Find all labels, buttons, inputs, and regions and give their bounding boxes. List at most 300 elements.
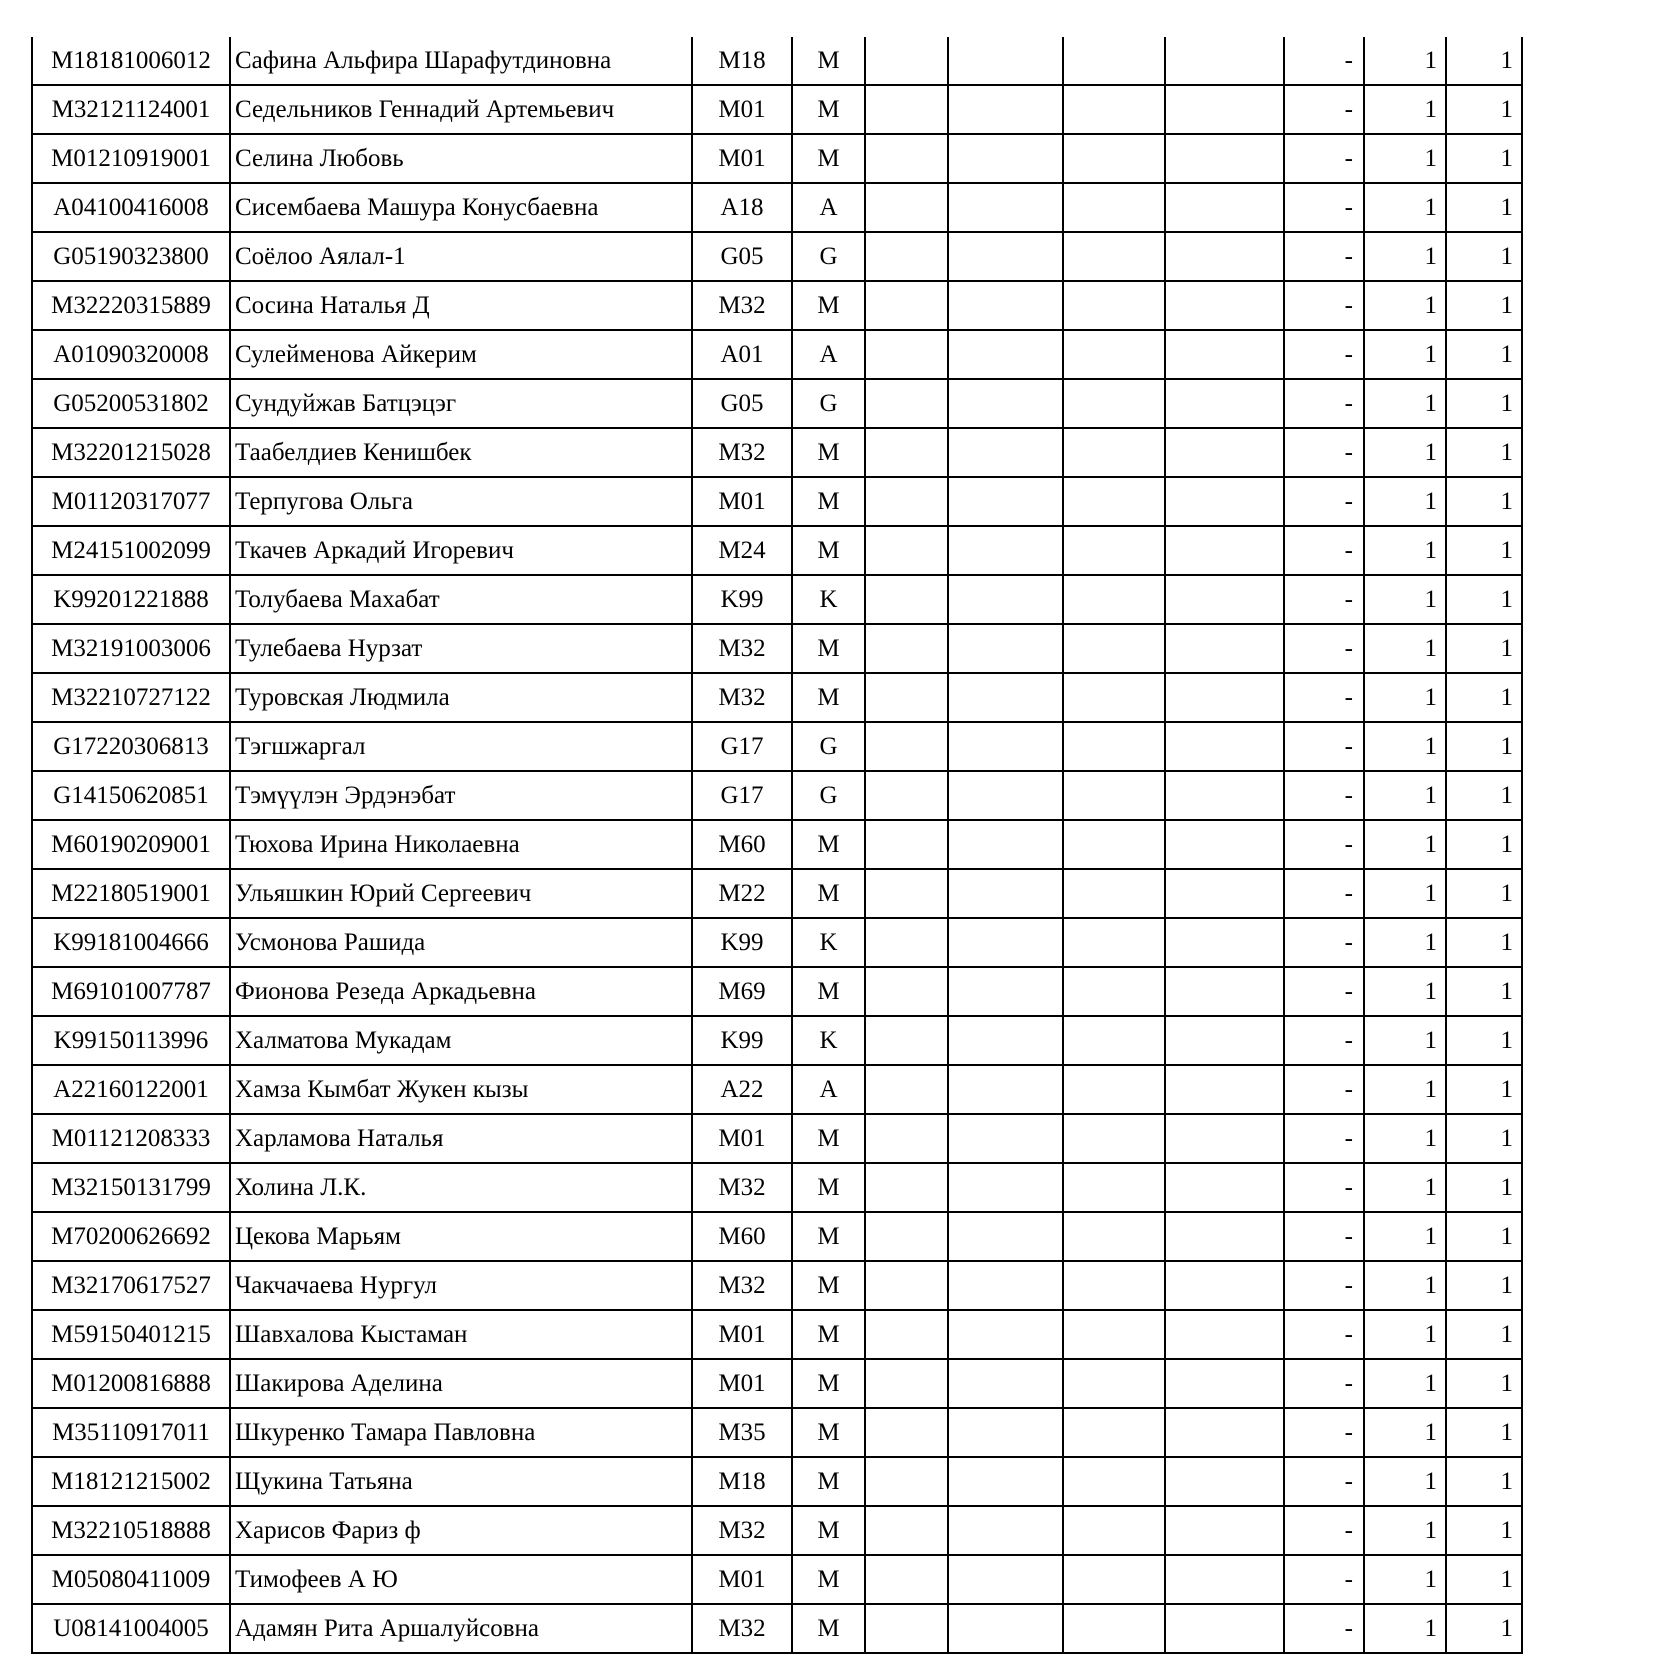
empty-cell bbox=[1063, 918, 1165, 967]
count-cell: 1 bbox=[1364, 281, 1446, 330]
group-letter-cell: M bbox=[792, 477, 865, 526]
table-row bbox=[32, 330, 1522, 379]
empty-cell bbox=[865, 575, 948, 624]
table-row bbox=[32, 1065, 1522, 1114]
group-letter-cell: M bbox=[792, 1506, 865, 1555]
empty-cell bbox=[1165, 232, 1284, 281]
participant-name-cell: Фионова Резеда Аркадьевна bbox=[230, 967, 692, 1016]
empty-cell bbox=[865, 1310, 948, 1359]
count-cell: 1 bbox=[1364, 771, 1446, 820]
empty-cell bbox=[1063, 37, 1165, 85]
empty-cell bbox=[948, 967, 1063, 1016]
participant-code-cell: M32210727122 bbox=[32, 673, 230, 722]
dash-cell: - bbox=[1284, 869, 1364, 918]
region-code-cell: M32 bbox=[692, 1163, 792, 1212]
empty-cell bbox=[865, 1555, 948, 1604]
group-letter-cell: M bbox=[792, 1310, 865, 1359]
empty-cell bbox=[1165, 1457, 1284, 1506]
group-letter-cell: A bbox=[792, 1065, 865, 1114]
total-cell: 1 bbox=[1446, 1016, 1522, 1065]
empty-cell bbox=[865, 37, 948, 85]
count-cell: 1 bbox=[1364, 232, 1446, 281]
empty-cell bbox=[948, 330, 1063, 379]
group-letter-cell: M bbox=[792, 967, 865, 1016]
empty-cell bbox=[948, 1065, 1063, 1114]
empty-cell bbox=[1063, 1163, 1165, 1212]
empty-cell bbox=[948, 1457, 1063, 1506]
count-cell: 1 bbox=[1364, 1506, 1446, 1555]
group-letter-cell: M bbox=[792, 624, 865, 673]
count-cell: 1 bbox=[1364, 134, 1446, 183]
participant-name-cell: Шавхалова Кыстаман bbox=[230, 1310, 692, 1359]
dash-cell: - bbox=[1284, 1016, 1364, 1065]
empty-cell bbox=[948, 1163, 1063, 1212]
empty-cell bbox=[948, 1212, 1063, 1261]
empty-cell bbox=[865, 379, 948, 428]
group-letter-cell: M bbox=[792, 1555, 865, 1604]
total-cell: 1 bbox=[1446, 869, 1522, 918]
table-row bbox=[32, 1457, 1522, 1506]
empty-cell bbox=[865, 85, 948, 134]
empty-cell bbox=[948, 134, 1063, 183]
table-row bbox=[32, 771, 1522, 820]
table-row bbox=[32, 1310, 1522, 1359]
group-letter-cell: M bbox=[792, 1604, 865, 1653]
empty-cell bbox=[948, 85, 1063, 134]
table-row bbox=[32, 869, 1522, 918]
participant-code-cell: M59150401215 bbox=[32, 1310, 230, 1359]
participant-name-cell: Толубаева Махабат bbox=[230, 575, 692, 624]
table-row bbox=[32, 1408, 1522, 1457]
empty-cell bbox=[1165, 428, 1284, 477]
empty-cell bbox=[865, 624, 948, 673]
table-row bbox=[32, 183, 1522, 232]
empty-cell bbox=[865, 183, 948, 232]
empty-cell bbox=[1165, 183, 1284, 232]
region-code-cell: M01 bbox=[692, 85, 792, 134]
dash-cell: - bbox=[1284, 134, 1364, 183]
table-row bbox=[32, 477, 1522, 526]
empty-cell bbox=[1063, 1457, 1165, 1506]
dash-cell: - bbox=[1284, 477, 1364, 526]
empty-cell bbox=[865, 673, 948, 722]
region-code-cell: G17 bbox=[692, 771, 792, 820]
empty-cell bbox=[865, 1359, 948, 1408]
region-code-cell: M32 bbox=[692, 281, 792, 330]
table-row bbox=[32, 134, 1522, 183]
dash-cell: - bbox=[1284, 232, 1364, 281]
count-cell: 1 bbox=[1364, 820, 1446, 869]
group-letter-cell: K bbox=[792, 575, 865, 624]
count-cell: 1 bbox=[1364, 85, 1446, 134]
participant-code-cell: G17220306813 bbox=[32, 722, 230, 771]
empty-cell bbox=[1165, 1065, 1284, 1114]
group-letter-cell: M bbox=[792, 1212, 865, 1261]
total-cell: 1 bbox=[1446, 1408, 1522, 1457]
participant-name-cell: Селина Любовь bbox=[230, 134, 692, 183]
empty-cell bbox=[1165, 967, 1284, 1016]
table-row bbox=[32, 1604, 1522, 1653]
empty-cell bbox=[1063, 85, 1165, 134]
dash-cell: - bbox=[1284, 1604, 1364, 1653]
group-letter-cell: M bbox=[792, 673, 865, 722]
total-cell: 1 bbox=[1446, 281, 1522, 330]
empty-cell bbox=[1063, 1604, 1165, 1653]
participant-name-cell: Сундуйжав Батцэцэг bbox=[230, 379, 692, 428]
participant-code-cell: M22180519001 bbox=[32, 869, 230, 918]
empty-cell bbox=[948, 183, 1063, 232]
count-cell: 1 bbox=[1364, 1555, 1446, 1604]
table-row bbox=[32, 428, 1522, 477]
region-code-cell: M01 bbox=[692, 1114, 792, 1163]
empty-cell bbox=[948, 232, 1063, 281]
participant-name-cell: Шкуренко Тамара Павловна bbox=[230, 1408, 692, 1457]
participant-code-cell: K99201221888 bbox=[32, 575, 230, 624]
table-row bbox=[32, 967, 1522, 1016]
group-letter-cell: G bbox=[792, 771, 865, 820]
total-cell: 1 bbox=[1446, 1114, 1522, 1163]
empty-cell bbox=[865, 477, 948, 526]
empty-cell bbox=[1165, 1310, 1284, 1359]
region-code-cell: K99 bbox=[692, 918, 792, 967]
count-cell: 1 bbox=[1364, 1261, 1446, 1310]
region-code-cell: M35 bbox=[692, 1408, 792, 1457]
region-code-cell: M24 bbox=[692, 526, 792, 575]
empty-cell bbox=[1165, 1212, 1284, 1261]
count-cell: 1 bbox=[1364, 624, 1446, 673]
participant-code-cell: M35110917011 bbox=[32, 1408, 230, 1457]
empty-cell bbox=[1063, 1016, 1165, 1065]
empty-cell bbox=[948, 1604, 1063, 1653]
count-cell: 1 bbox=[1364, 1065, 1446, 1114]
empty-cell bbox=[1063, 771, 1165, 820]
group-letter-cell: K bbox=[792, 1016, 865, 1065]
table-row bbox=[32, 820, 1522, 869]
region-code-cell: M32 bbox=[692, 1604, 792, 1653]
empty-cell bbox=[948, 281, 1063, 330]
participant-name-cell: Тюхова Ирина Николаевна bbox=[230, 820, 692, 869]
dash-cell: - bbox=[1284, 1310, 1364, 1359]
region-code-cell: A18 bbox=[692, 183, 792, 232]
participant-code-cell: M69101007787 bbox=[32, 967, 230, 1016]
empty-cell bbox=[1165, 624, 1284, 673]
table-row bbox=[32, 281, 1522, 330]
region-code-cell: M01 bbox=[692, 1359, 792, 1408]
region-code-cell: M32 bbox=[692, 1506, 792, 1555]
empty-cell bbox=[948, 1555, 1063, 1604]
dash-cell: - bbox=[1284, 820, 1364, 869]
count-cell: 1 bbox=[1364, 526, 1446, 575]
empty-cell bbox=[1165, 1359, 1284, 1408]
participant-name-cell: Халматова Мукадам bbox=[230, 1016, 692, 1065]
empty-cell bbox=[1063, 477, 1165, 526]
region-code-cell: M32 bbox=[692, 1261, 792, 1310]
participant-code-cell: M24151002099 bbox=[32, 526, 230, 575]
empty-cell bbox=[865, 1604, 948, 1653]
empty-cell bbox=[948, 722, 1063, 771]
empty-cell bbox=[865, 1261, 948, 1310]
count-cell: 1 bbox=[1364, 1016, 1446, 1065]
empty-cell bbox=[1063, 624, 1165, 673]
empty-cell bbox=[1063, 1065, 1165, 1114]
empty-cell bbox=[1165, 869, 1284, 918]
region-code-cell: M22 bbox=[692, 869, 792, 918]
count-cell: 1 bbox=[1364, 330, 1446, 379]
table-row bbox=[32, 1506, 1522, 1555]
empty-cell bbox=[948, 820, 1063, 869]
total-cell: 1 bbox=[1446, 183, 1522, 232]
total-cell: 1 bbox=[1446, 37, 1522, 85]
participant-code-cell: U08141004005 bbox=[32, 1604, 230, 1653]
participant-name-cell: Адамян Рита Аршалуйсовна bbox=[230, 1604, 692, 1653]
dash-cell: - bbox=[1284, 918, 1364, 967]
empty-cell bbox=[1165, 281, 1284, 330]
dash-cell: - bbox=[1284, 1065, 1364, 1114]
participant-code-cell: M32150131799 bbox=[32, 1163, 230, 1212]
dash-cell: - bbox=[1284, 722, 1364, 771]
total-cell: 1 bbox=[1446, 1065, 1522, 1114]
region-code-cell: M01 bbox=[692, 134, 792, 183]
group-letter-cell: K bbox=[792, 918, 865, 967]
group-letter-cell: M bbox=[792, 869, 865, 918]
empty-cell bbox=[948, 1408, 1063, 1457]
count-cell: 1 bbox=[1364, 1212, 1446, 1261]
participant-code-cell: M18121215002 bbox=[32, 1457, 230, 1506]
participant-name-cell: Таабелдиев Кенишбек bbox=[230, 428, 692, 477]
empty-cell bbox=[865, 1457, 948, 1506]
region-code-cell: M18 bbox=[692, 1457, 792, 1506]
empty-cell bbox=[1165, 820, 1284, 869]
count-cell: 1 bbox=[1364, 575, 1446, 624]
total-cell: 1 bbox=[1446, 820, 1522, 869]
participant-name-cell: Соёлоо Аялал-1 bbox=[230, 232, 692, 281]
empty-cell bbox=[1165, 85, 1284, 134]
participant-code-cell: M01200816888 bbox=[32, 1359, 230, 1408]
empty-cell bbox=[865, 1065, 948, 1114]
group-letter-cell: M bbox=[792, 1408, 865, 1457]
empty-cell bbox=[948, 1310, 1063, 1359]
empty-cell bbox=[1165, 771, 1284, 820]
participant-code-cell: A04100416008 bbox=[32, 183, 230, 232]
participant-code-cell: M32191003006 bbox=[32, 624, 230, 673]
empty-cell bbox=[1063, 575, 1165, 624]
total-cell: 1 bbox=[1446, 477, 1522, 526]
count-cell: 1 bbox=[1364, 183, 1446, 232]
empty-cell bbox=[1063, 1212, 1165, 1261]
total-cell: 1 bbox=[1446, 232, 1522, 281]
dash-cell: - bbox=[1284, 37, 1364, 85]
count-cell: 1 bbox=[1364, 1114, 1446, 1163]
table-row bbox=[32, 1016, 1522, 1065]
participant-name-cell: Тэгшжаргал bbox=[230, 722, 692, 771]
empty-cell bbox=[1063, 526, 1165, 575]
total-cell: 1 bbox=[1446, 771, 1522, 820]
dash-cell: - bbox=[1284, 624, 1364, 673]
count-cell: 1 bbox=[1364, 477, 1446, 526]
dash-cell: - bbox=[1284, 1359, 1364, 1408]
table-row bbox=[32, 1212, 1522, 1261]
empty-cell bbox=[1063, 1310, 1165, 1359]
total-cell: 1 bbox=[1446, 1359, 1522, 1408]
empty-cell bbox=[1165, 1506, 1284, 1555]
participant-code-cell: G05190323800 bbox=[32, 232, 230, 281]
group-letter-cell: G bbox=[792, 232, 865, 281]
group-letter-cell: A bbox=[792, 183, 865, 232]
total-cell: 1 bbox=[1446, 967, 1522, 1016]
empty-cell bbox=[948, 771, 1063, 820]
group-letter-cell: M bbox=[792, 820, 865, 869]
empty-cell bbox=[865, 232, 948, 281]
dash-cell: - bbox=[1284, 1408, 1364, 1457]
participant-name-cell: Усмонова Рашида bbox=[230, 918, 692, 967]
empty-cell bbox=[865, 526, 948, 575]
empty-cell bbox=[1165, 1604, 1284, 1653]
empty-cell bbox=[1165, 1163, 1284, 1212]
group-letter-cell: M bbox=[792, 134, 865, 183]
region-code-cell: M32 bbox=[692, 428, 792, 477]
count-cell: 1 bbox=[1364, 379, 1446, 428]
empty-cell bbox=[1165, 575, 1284, 624]
participant-name-cell: Чакчачаева Нургул bbox=[230, 1261, 692, 1310]
region-code-cell: A22 bbox=[692, 1065, 792, 1114]
empty-cell bbox=[1063, 379, 1165, 428]
count-cell: 1 bbox=[1364, 722, 1446, 771]
count-cell: 1 bbox=[1364, 1310, 1446, 1359]
empty-cell bbox=[1165, 1408, 1284, 1457]
table-row bbox=[32, 673, 1522, 722]
count-cell: 1 bbox=[1364, 1408, 1446, 1457]
participant-name-cell: Терпугова Ольга bbox=[230, 477, 692, 526]
group-letter-cell: M bbox=[792, 85, 865, 134]
table-row bbox=[32, 1163, 1522, 1212]
table-body bbox=[32, 37, 1522, 1653]
total-cell: 1 bbox=[1446, 1457, 1522, 1506]
participant-code-cell: G14150620851 bbox=[32, 771, 230, 820]
region-code-cell: M32 bbox=[692, 624, 792, 673]
total-cell: 1 bbox=[1446, 1604, 1522, 1653]
empty-cell bbox=[865, 134, 948, 183]
total-cell: 1 bbox=[1446, 379, 1522, 428]
total-cell: 1 bbox=[1446, 575, 1522, 624]
table-row bbox=[32, 526, 1522, 575]
empty-cell bbox=[1165, 526, 1284, 575]
empty-cell bbox=[1165, 1114, 1284, 1163]
total-cell: 1 bbox=[1446, 330, 1522, 379]
empty-cell bbox=[948, 379, 1063, 428]
empty-cell bbox=[948, 1114, 1063, 1163]
table-row bbox=[32, 575, 1522, 624]
table-row bbox=[32, 722, 1522, 771]
region-code-cell: G17 bbox=[692, 722, 792, 771]
dash-cell: - bbox=[1284, 526, 1364, 575]
table-row bbox=[32, 1359, 1522, 1408]
region-code-cell: K99 bbox=[692, 1016, 792, 1065]
dash-cell: - bbox=[1284, 428, 1364, 477]
empty-cell bbox=[1165, 673, 1284, 722]
participant-code-cell: M01120317077 bbox=[32, 477, 230, 526]
count-cell: 1 bbox=[1364, 673, 1446, 722]
empty-cell bbox=[1063, 183, 1165, 232]
table-row bbox=[32, 918, 1522, 967]
dash-cell: - bbox=[1284, 330, 1364, 379]
empty-cell bbox=[1165, 1261, 1284, 1310]
region-code-cell: G05 bbox=[692, 379, 792, 428]
participant-code-cell: K99150113996 bbox=[32, 1016, 230, 1065]
region-code-cell: G05 bbox=[692, 232, 792, 281]
empty-cell bbox=[948, 477, 1063, 526]
total-cell: 1 bbox=[1446, 526, 1522, 575]
empty-cell bbox=[948, 918, 1063, 967]
participant-code-cell: M32210518888 bbox=[32, 1506, 230, 1555]
participant-code-cell: M01210919001 bbox=[32, 134, 230, 183]
empty-cell bbox=[1165, 37, 1284, 85]
dash-cell: - bbox=[1284, 575, 1364, 624]
table-row bbox=[32, 1114, 1522, 1163]
table-row bbox=[32, 37, 1522, 85]
participant-code-cell: M60190209001 bbox=[32, 820, 230, 869]
empty-cell bbox=[1063, 1114, 1165, 1163]
total-cell: 1 bbox=[1446, 624, 1522, 673]
region-code-cell: M01 bbox=[692, 1555, 792, 1604]
dash-cell: - bbox=[1284, 1114, 1364, 1163]
dash-cell: - bbox=[1284, 1261, 1364, 1310]
group-letter-cell: M bbox=[792, 526, 865, 575]
count-cell: 1 bbox=[1364, 1604, 1446, 1653]
participant-code-cell: M32121124001 bbox=[32, 85, 230, 134]
participant-code-cell: M70200626692 bbox=[32, 1212, 230, 1261]
total-cell: 1 bbox=[1446, 1555, 1522, 1604]
table-row bbox=[32, 85, 1522, 134]
empty-cell bbox=[948, 1261, 1063, 1310]
participant-name-cell: Шакирова Аделина bbox=[230, 1359, 692, 1408]
participant-code-cell: M18181006012 bbox=[32, 37, 230, 85]
empty-cell bbox=[1165, 379, 1284, 428]
empty-cell bbox=[865, 281, 948, 330]
empty-cell bbox=[1063, 330, 1165, 379]
group-letter-cell: M bbox=[792, 428, 865, 477]
empty-cell bbox=[1063, 281, 1165, 330]
empty-cell bbox=[948, 428, 1063, 477]
total-cell: 1 bbox=[1446, 1261, 1522, 1310]
group-letter-cell: M bbox=[792, 1163, 865, 1212]
empty-cell bbox=[1063, 232, 1165, 281]
participant-code-cell: A01090320008 bbox=[32, 330, 230, 379]
empty-cell bbox=[948, 1016, 1063, 1065]
participant-code-cell: G05200531802 bbox=[32, 379, 230, 428]
participant-code-cell: M32220315889 bbox=[32, 281, 230, 330]
count-cell: 1 bbox=[1364, 1163, 1446, 1212]
total-cell: 1 bbox=[1446, 673, 1522, 722]
total-cell: 1 bbox=[1446, 1310, 1522, 1359]
results-table bbox=[31, 37, 1523, 1654]
participant-name-cell: Седельников Геннадий Артемьевич bbox=[230, 85, 692, 134]
table-row bbox=[32, 624, 1522, 673]
participant-name-cell: Тулебаева Нурзат bbox=[230, 624, 692, 673]
region-code-cell: M69 bbox=[692, 967, 792, 1016]
count-cell: 1 bbox=[1364, 1457, 1446, 1506]
participant-name-cell: Тэмүүлэн Эрдэнэбат bbox=[230, 771, 692, 820]
participant-name-cell: Харисов Фариз ф bbox=[230, 1506, 692, 1555]
empty-cell bbox=[948, 526, 1063, 575]
participant-name-cell: Сисембаева Машура Конусбаевна bbox=[230, 183, 692, 232]
table-row bbox=[32, 1555, 1522, 1604]
region-code-cell: M60 bbox=[692, 820, 792, 869]
empty-cell bbox=[1165, 477, 1284, 526]
empty-cell bbox=[1165, 330, 1284, 379]
count-cell: 1 bbox=[1364, 869, 1446, 918]
dash-cell: - bbox=[1284, 771, 1364, 820]
participant-name-cell: Хамза Кымбат Жукен кызы bbox=[230, 1065, 692, 1114]
